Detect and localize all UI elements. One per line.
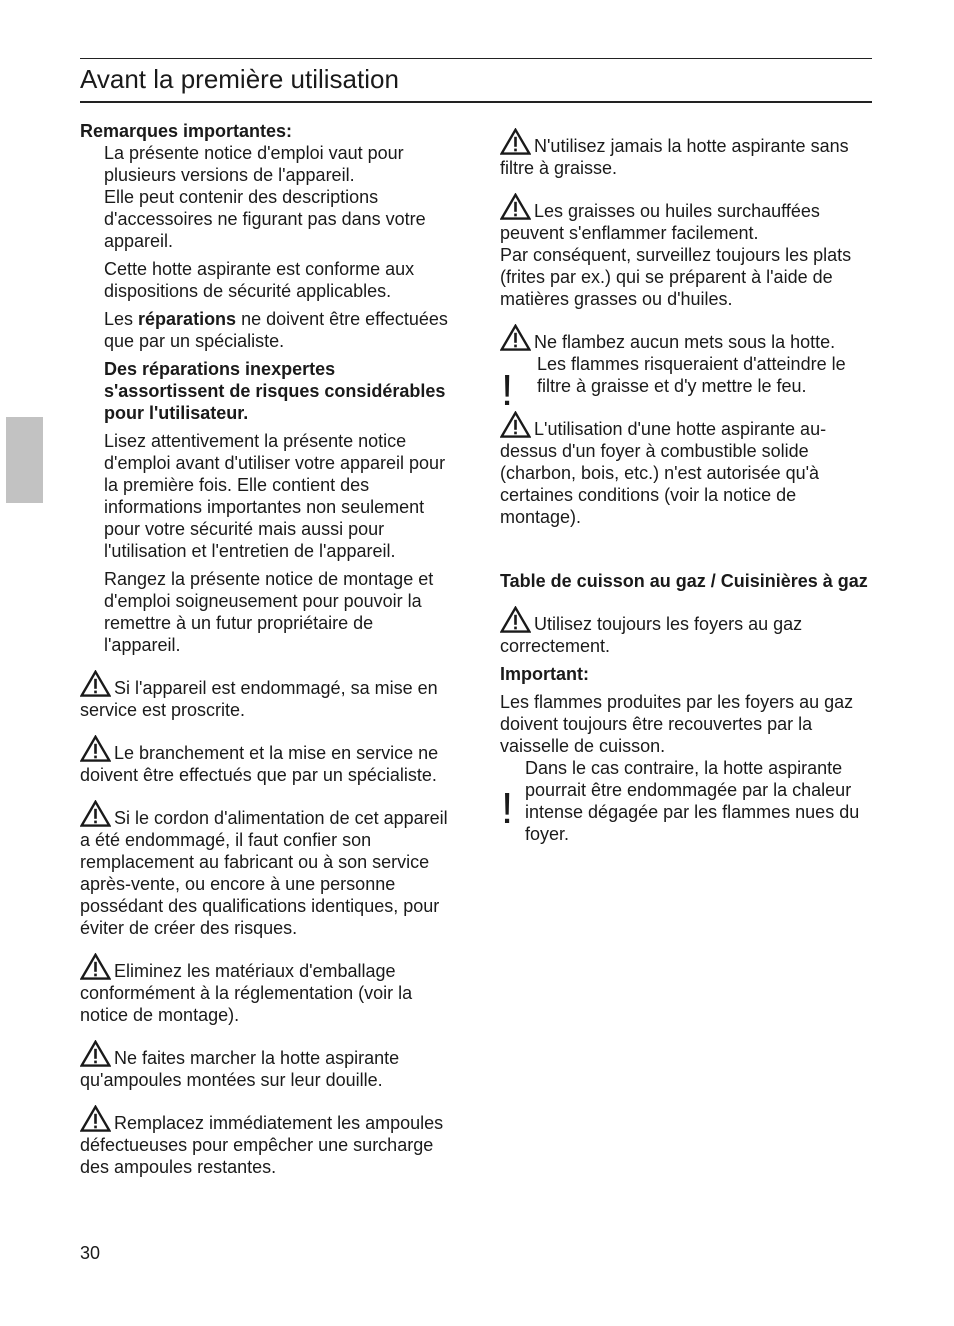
exclamation-icon: ! — [501, 366, 514, 415]
warning-triangle-icon — [80, 670, 111, 697]
warning-triangle-icon — [80, 735, 111, 762]
warning-item — [80, 670, 450, 721]
warning-triangle-icon — [500, 193, 531, 220]
section-heading-remarques: Remarques importantes: — [80, 121, 293, 141]
paragraph: Par conséquent, surveillez toujours les plats (frites par ex.) qui se préparent à l'aide de matières grasses ou d'huiles. — [500, 245, 852, 309]
bold-term: réparations — [138, 309, 237, 329]
warning-triangle-icon — [80, 800, 111, 827]
warning-item — [500, 411, 874, 528]
paragraph: Lisez attentivement la présente notice d'emploi avant d'utiliser votre appareil pour la première fois. Elle contient des informations importantes non seulement pour votre sécurité mais aussi pour l'utilisation et l'entretien de l'appareil. — [104, 431, 446, 561]
warning-triangle-icon — [80, 953, 111, 980]
section-tab — [6, 417, 43, 503]
warning-text: Remplacez immédiatement les ampoules défectueuses pour empêcher une surcharge des ampoules restantes. — [80, 1113, 444, 1177]
page-number: 30 — [80, 1243, 101, 1263]
paragraph: Les flammes produites par les foyers au gaz doivent toujours être recouvertes par la vaisselle de cuisson. — [500, 692, 854, 756]
header-rule-bottom — [80, 101, 872, 103]
note-text: Dans le cas contraire, la hotte aspirante pourrait être endommagée par la chaleur intense dégagée par les flammes nues du foyer. — [525, 758, 860, 844]
warning-item — [80, 735, 450, 786]
right-column — [500, 120, 874, 845]
warning-text: Eliminez les matériaux d'emballage conformément à la réglementation (voir la notice de montage). — [80, 961, 413, 1025]
warning-item — [80, 800, 450, 939]
important-label: Important: — [500, 664, 589, 684]
warning-item — [80, 953, 450, 1026]
warning-text: N'utilisez jamais la hotte aspirante sans filtre à graisse. — [500, 136, 849, 178]
text-span: Les — [104, 309, 139, 329]
warning-item — [500, 128, 874, 179]
warning-text: Le branchement et la mise en service ne doivent être effectués que par un spécialiste. — [80, 743, 439, 785]
warning-item — [500, 324, 874, 353]
paragraph: Elle peut contenir des descriptions d'accessoires ne figurant pas dans votre appareil. — [104, 187, 426, 251]
exclamation-icon: ! — [501, 784, 514, 833]
warning-triangle-icon — [500, 128, 531, 155]
page-title: Avant la première utilisation — [80, 64, 399, 94]
warning-triangle-icon — [500, 411, 531, 438]
note-block — [500, 353, 874, 415]
note-block — [500, 757, 874, 845]
paragraph: Rangez la présente notice de montage et d'emploi soigneusement pour pouvoir la remettre à un futur propriétaire de l'appareil. — [104, 569, 434, 655]
warning-triangle-icon — [500, 324, 531, 351]
warning-item — [80, 1040, 450, 1091]
bold-warning-paragraph: Des réparations inexpertes s'assortissent de risques considérables pour l'utilisateur. — [104, 359, 446, 423]
warning-text: Les graisses ou huiles surchauffées peuvent s'enflammer facilement. — [500, 201, 820, 243]
text-span: ne doivent être effectuées que par un spécialiste. — [104, 309, 448, 351]
paragraph: La présente notice d'emploi vaut pour plusieurs versions de l'appareil. — [104, 143, 404, 185]
warning-triangle-icon — [500, 606, 531, 633]
warning-text: Si l'appareil est endommagé, sa mise en service est proscrite. — [80, 678, 438, 720]
note-text: Les flammes risqueraient d'atteindre le filtre à graisse et d'y mettre le feu. — [537, 354, 846, 396]
header-rule-top — [80, 58, 872, 59]
warning-item — [80, 1105, 450, 1178]
section-heading-gaz: Table de cuisson au gaz / Cuisinières à gaz — [500, 571, 868, 591]
warning-triangle-icon — [80, 1105, 111, 1132]
warning-item — [500, 193, 874, 244]
left-column — [80, 120, 450, 1178]
warning-triangle-icon — [80, 1040, 111, 1067]
warning-item — [500, 606, 874, 657]
paragraph-reparations — [80, 308, 450, 352]
warning-text: Utilisez toujours les foyers au gaz correctement. — [500, 614, 803, 656]
warning-text: Si le cordon d'alimentation de cet appareil a été endommagé, il faut confier son remplacement au fabricant ou à son service après-vente, ou encore à une personne possédant des qualifications identiques, pour éviter de créer des risques. — [80, 808, 448, 938]
warning-text: L'utilisation d'une hotte aspirante au-dessus d'un foyer à combustible solide (charbon, bois, etc.) n'est autorisée qu'à certaines conditions (voir la notice de montage). — [500, 419, 827, 527]
warning-text: Ne faites marcher la hotte aspirante qu'ampoules montées sur leur douille. — [80, 1048, 400, 1090]
paragraph: Cette hotte aspirante est conforme aux dispositions de sécurité applicables. — [104, 259, 415, 301]
warning-text: Ne flambez aucun mets sous la hotte. — [534, 332, 836, 352]
